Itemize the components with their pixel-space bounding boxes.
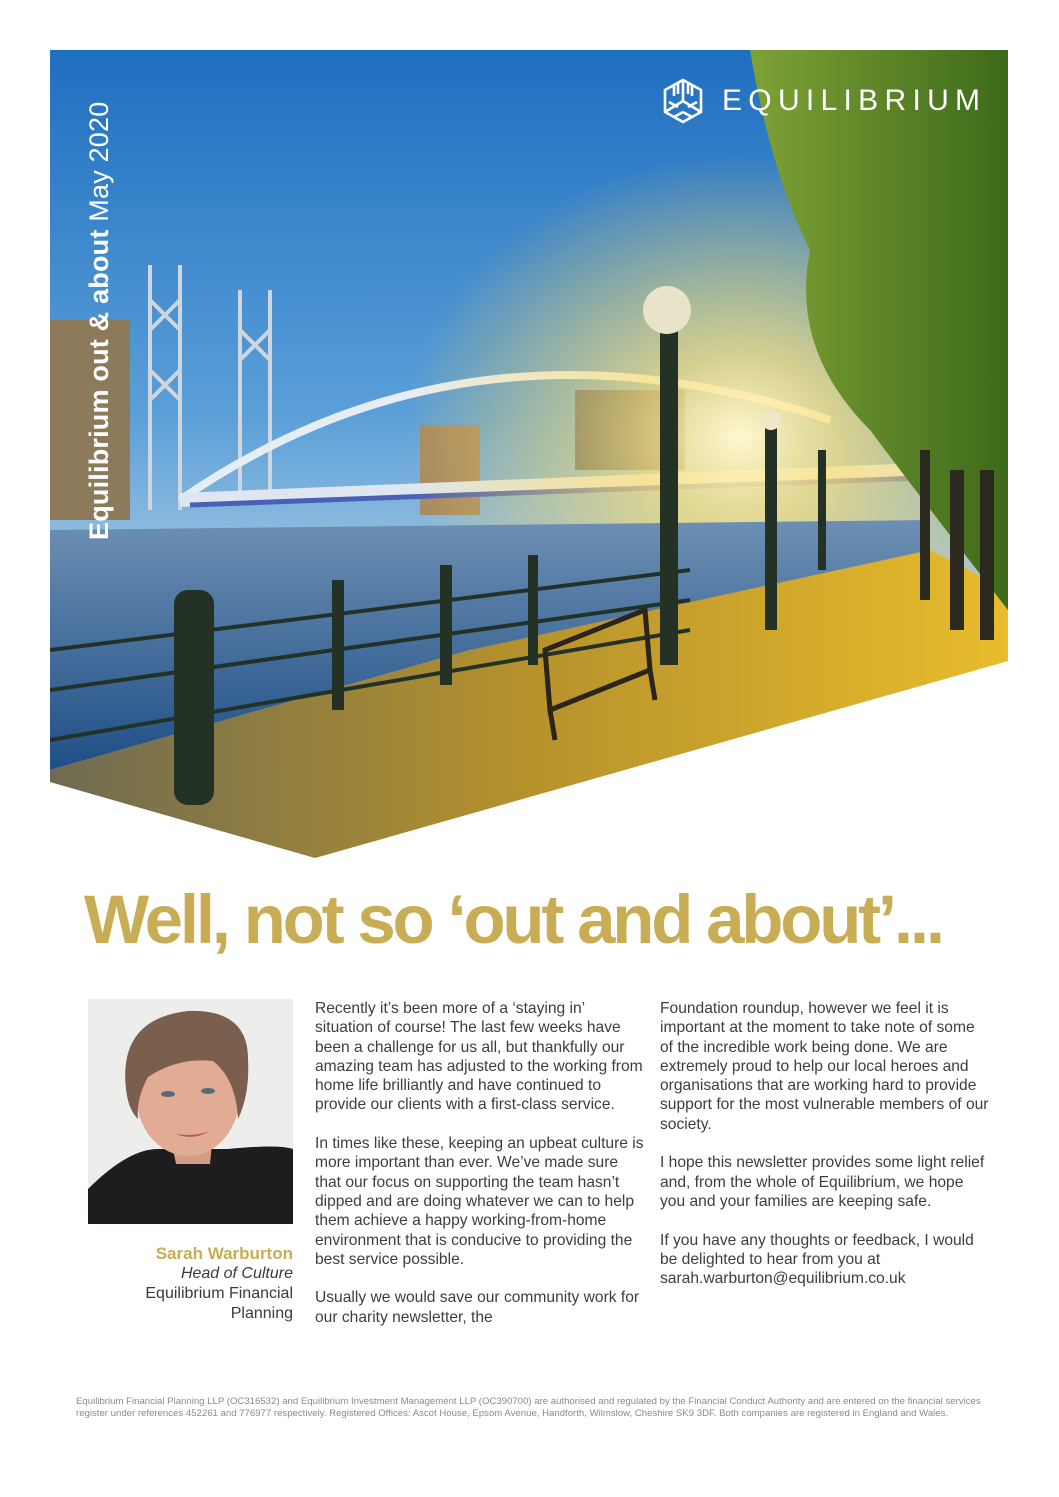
paragraph: Recently it’s been more of a ‘staying in’ situation of course! The last few weeks have been a challenge for us all, but thankfully our amazing team has adjusted to the working from home life brilliantly and have continued to provide our clients with a first-class service. (315, 1000, 643, 1114)
hero-photo-scene (50, 50, 1008, 858)
logo-wordmark: EQUILIBRIUM (722, 84, 987, 117)
equilibrium-logo (660, 76, 986, 126)
author-company: Equilibrium Financial Planning (145, 1285, 293, 1322)
paragraph: Foundation roundup, however we feel it is important at the moment to take note of some of the incredible work being done. We are extremely proud to help our local heroes and organisations that are working hard to provide support for the most vulnerable members of our society. (660, 1000, 989, 1133)
body-column-1 (315, 999, 645, 1346)
author-caption (88, 1244, 293, 1324)
author-name: Sarah Warburton (155, 1244, 293, 1263)
page-headline: Well, not so ‘out and about’... (84, 881, 942, 958)
issue-title (84, 102, 114, 540)
paragraph: Usually we would save our community work for our charity newsletter, the (315, 1289, 640, 1326)
paragraph-contact: If you have any thoughts or feedback, I would be delighted to hear from you at sarah.warburton@equilibrium.co.uk (660, 1231, 974, 1288)
issue-title-bold: Equilibrium out & about (84, 229, 114, 540)
body-column-2 (660, 999, 990, 1308)
hero-image (50, 50, 1008, 858)
paragraph: In times like these, keeping an upbeat culture is more important than ever. We’ve made sure that our focus on supporting the team hasn’t dipped and are doing whatever we can to help them achieve a happy working-from-home environment that is conducive to providing the best service possible. (315, 1135, 644, 1268)
legal-footer: Equilibrium Financial Planning LLP (OC316532) and Equilibrium Investment Management LLP (OC390700) are authorised and regulated by the Financial Conduct Authority and are entered on the financial services register under references 452261 and 776977 respectively. Registered Offices: Ascot House, Epsom Avenue, Handforth, Wilmslow, Cheshire SK9 3DF. Both companies are registered in England and Wales. (76, 1396, 981, 1419)
portrait-photo (88, 999, 293, 1224)
paragraph: I hope this newsletter provides some light relief and, from the whole of Equilibrium, we hope you and your families are keeping safe. (660, 1154, 985, 1210)
hexagon-cube-logo-icon (660, 77, 706, 125)
author-role: Head of Culture (180, 1265, 293, 1282)
issue-date: May 2020 (84, 101, 114, 222)
author-portrait (88, 999, 293, 1224)
